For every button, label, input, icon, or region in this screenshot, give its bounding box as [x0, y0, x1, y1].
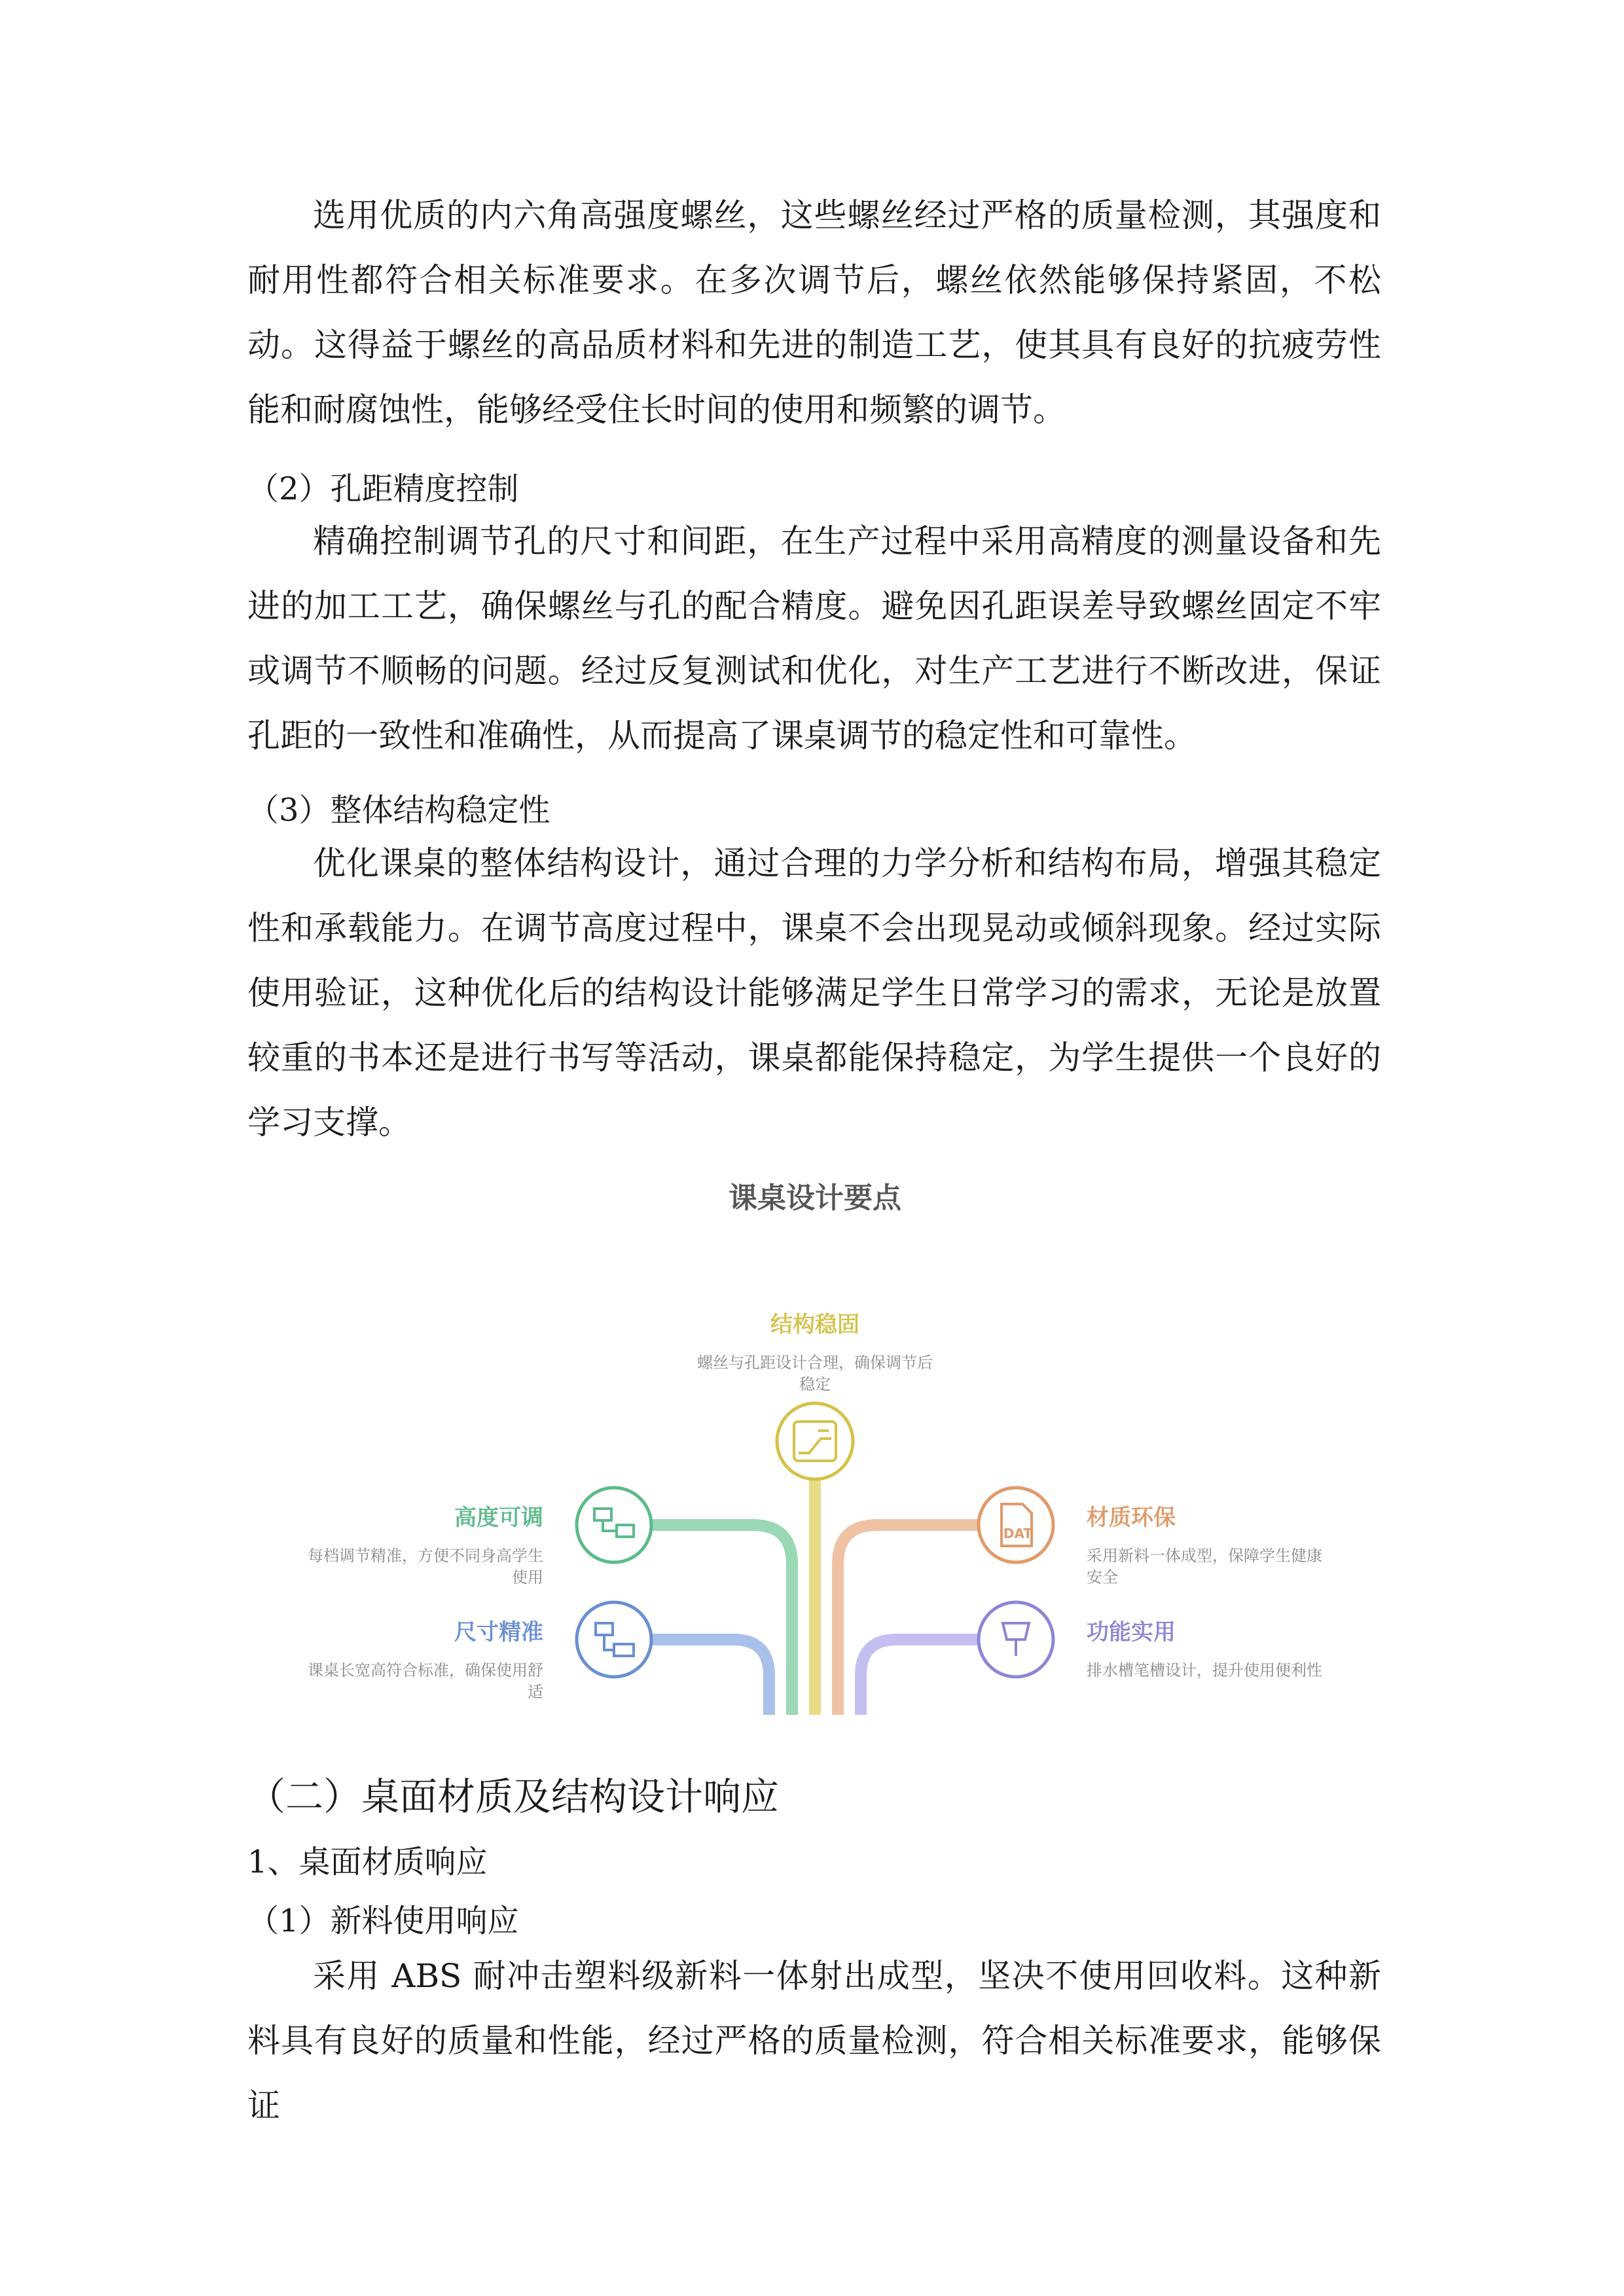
top-item-desc-2: 稳定: [799, 1375, 831, 1393]
right-top-title: 材质环保: [1087, 1505, 1176, 1531]
left-top-desc: 每档调节精准，方便不同身高学生: [308, 1547, 543, 1565]
design-points-diagram: [242, 1172, 1388, 1748]
right-top-desc: 采用新料一体成型，保障学生健康: [1087, 1547, 1322, 1565]
lamp-icon: [979, 1602, 1053, 1677]
escalator-icon: [777, 1403, 853, 1479]
connector-pipes: [651, 1479, 979, 1715]
left-bottom-title: 尺寸精准: [454, 1619, 543, 1645]
dat-file-icon: [979, 1488, 1053, 1562]
right-bottom-desc: 排水槽笔槽设计，提升使用便利性: [1087, 1661, 1322, 1679]
diagram-title: 课桌设计要点: [729, 1181, 901, 1215]
right-bottom-title: 功能实用: [1087, 1619, 1176, 1645]
paragraph-hole-precision: 精确控制调节孔的尺寸和间距，在生产过程中采用高精度的测量设备和先进的加工工艺，确保螺丝与孔的配合精度。避免因孔距误差导致螺丝固定不牢或调节不顺畅的问题。经过反复测试和优化，对生产工艺进行不断改进，保证孔距的一致性和准确性，从而提高了课桌调节的稳定性和可靠性。: [247, 522, 1381, 755]
item-heading-material: 1、桌面材质响应: [247, 1844, 488, 1880]
left-bottom-desc-2: 适: [528, 1683, 543, 1701]
pipe-right-bottom: [861, 1640, 979, 1715]
left-bottom-desc: 课桌长宽高符合标准，确保使用舒: [308, 1661, 543, 1679]
paragraph-screw-quality: 选用优质的内六角高强度螺丝，这些螺丝经过严格的质量检测，其强度和耐用性都符合相关标准要求。在多次调节后，螺丝依然能够保持紧固，不松动。这得益于螺丝的高品质材料和先进的制造工艺，使其具有良好的抗疲劳性能和耐腐蚀性，能够经受住长时间的使用和频繁的调节。: [247, 196, 1381, 429]
paragraph-structure-stability: 优化课桌的整体结构设计，通过合理的力学分析和结构布局，增强其稳定性和承载能力。在调节高度过程中，课桌不会出现晃动或倾斜现象。经过实际使用验证，这种优化后的结构设计能够满足学生日常学习的需求，无论是放置较重的书本还是进行书写等活动，课桌都能保持稳定，为学生提供一个良好的学习支撑。: [247, 844, 1381, 1141]
subheading-hole-precision: （2）孔距精度控制: [247, 471, 519, 507]
subheading-structure-stability: （3）整体结构稳定性: [247, 792, 550, 829]
hierarchy-icon: [577, 1602, 651, 1677]
left-top-title: 高度可调: [454, 1505, 543, 1531]
subheading-new-material: （1）新料使用响应: [247, 1903, 519, 1939]
paragraph-new-material: 采用 ABS 耐冲击塑料级新料一体射出成型，坚决不使用回收料。这种新料具有良好的质量和性能，经过严格的质量检测，符合相关标准要求，能够保证: [247, 1957, 1381, 2125]
section-title: （二）桌面材质及结构设计响应: [247, 1774, 780, 1819]
top-item-title: 结构稳固: [770, 1312, 859, 1338]
left-top-desc-2: 使用: [512, 1568, 543, 1587]
flowchart-icon: [577, 1488, 651, 1562]
top-item-desc: 螺丝与孔距设计合理，确保调节后: [697, 1354, 933, 1372]
right-top-desc-2: 安全: [1087, 1568, 1118, 1587]
pipe-left-bottom: [651, 1640, 769, 1715]
dat-label: DAT: [1003, 1526, 1033, 1541]
